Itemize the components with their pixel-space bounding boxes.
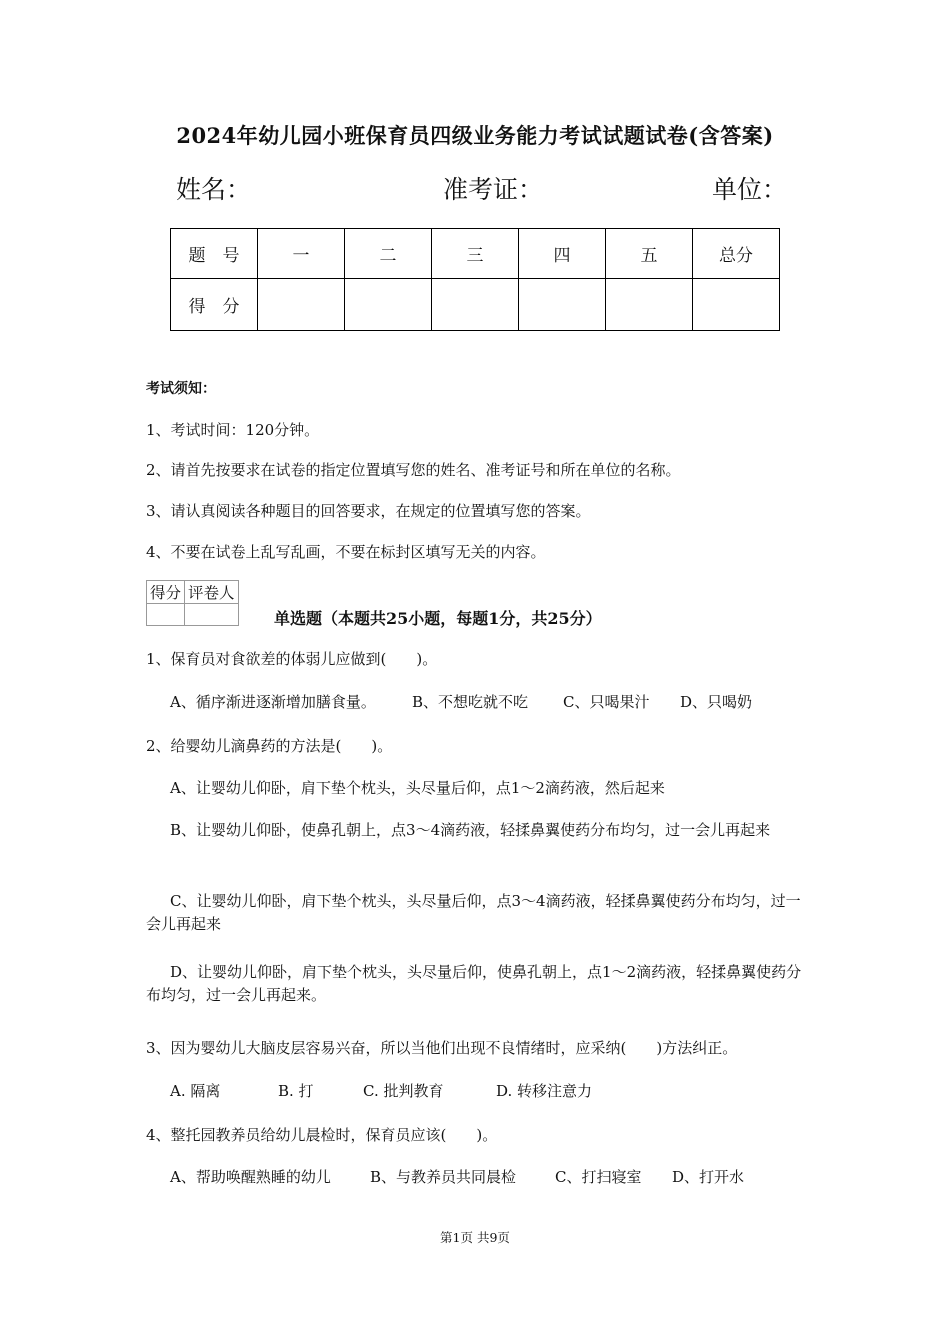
question-stem: 1、保育员对食欲差的体弱儿应做到( )。 — [146, 650, 438, 668]
question-option: D、只喝奶 — [680, 693, 753, 711]
grader-reviewer-cell[interactable] — [185, 604, 239, 626]
score-cell-3[interactable] — [432, 279, 519, 331]
question-option: B. 打 — [278, 1082, 314, 1100]
score-table — [170, 228, 780, 331]
question-option: D、打开水 — [672, 1168, 745, 1186]
notice-item: 1、考试时间：120分钟。 — [146, 421, 320, 439]
question-option: C、让婴幼儿仰卧，肩下垫个枕头，头尽量后仰，点3～4滴药液，轻揉鼻翼使药分布均匀，过一会儿再起来 — [146, 892, 801, 933]
score-cell-5[interactable] — [606, 279, 693, 331]
question-option: A、让婴幼儿仰卧，肩下垫个枕头，头尽量后仰，点1～2滴药液，然后起来 — [170, 779, 665, 797]
question-option: B、与教养员共同晨检 — [370, 1168, 517, 1186]
question-option: B、让婴幼儿仰卧，使鼻孔朝上，点3～4滴药液，轻揉鼻翼使药分布均匀，过一会儿再起来 — [170, 821, 771, 839]
grader-score-cell[interactable] — [147, 604, 185, 626]
grader-score-label: 得分 — [147, 581, 185, 604]
page-footer: 第1页 共9页 — [440, 1230, 510, 1245]
question-option: A、帮助唤醒熟睡的幼儿 — [170, 1168, 331, 1186]
score-header-total: 总分 — [693, 229, 780, 279]
score-header-2: 二 — [345, 229, 432, 279]
score-header-label: 题 号 — [171, 229, 258, 279]
question-stem: 3、因为婴幼儿大脑皮层容易兴奋，所以当他们出现不良情绪时，应采纳( )方法纠正。 — [146, 1039, 738, 1057]
notice-item: 2、请首先按要求在试卷的指定位置填写您的姓名、准考证号和所在单位的名称。 — [146, 461, 681, 479]
name-field-label: 姓名： — [176, 175, 252, 204]
grader-reviewer-label: 评卷人 — [185, 581, 239, 604]
section-title: 单选题（本题共25小题，每题1分，共25分） — [274, 609, 602, 628]
score-row-label: 得 分 — [171, 279, 258, 331]
score-cell-total[interactable] — [693, 279, 780, 331]
score-table-score-row — [171, 279, 780, 331]
score-cell-1[interactable] — [258, 279, 345, 331]
score-cell-2[interactable] — [345, 279, 432, 331]
notice-heading: 考试须知： — [146, 381, 216, 397]
question-option: C、只喝果汁 — [563, 693, 650, 711]
question-option: D、让婴幼儿仰卧，肩下垫个枕头，头尽量后仰，使鼻孔朝上，点1～2滴药液，轻揉鼻翼使药分布均匀，过一会儿再起来。 — [146, 963, 802, 1004]
question-stem: 2、给婴幼儿滴鼻药的方法是( )。 — [146, 737, 393, 755]
score-cell-4[interactable] — [519, 279, 606, 331]
score-table-header-row — [171, 229, 780, 279]
notice-item: 4、不要在试卷上乱写乱画，不要在标封区填写无关的内容。 — [146, 543, 546, 561]
unit-field-label: 单位： — [712, 175, 788, 204]
question-stem: 4、整托园教养员给幼儿晨检时，保育员应该( )。 — [146, 1126, 498, 1144]
score-header-4: 四 — [519, 229, 606, 279]
grader-box — [146, 580, 239, 626]
score-header-5: 五 — [606, 229, 693, 279]
question-option: C. 批判教育 — [363, 1082, 444, 1100]
question-option: A、循序渐进逐渐增加膳食量。 — [170, 693, 376, 711]
score-header-3: 三 — [432, 229, 519, 279]
question-option: B、不想吃就不吃 — [412, 693, 529, 711]
exam-id-field-label: 准考证： — [443, 175, 544, 204]
score-header-1: 一 — [258, 229, 345, 279]
question-option: D. 转移注意力 — [496, 1082, 593, 1100]
question-option: C、打扫寝室 — [555, 1168, 642, 1186]
question-option: A. 隔离 — [170, 1082, 221, 1100]
document-title: 2024年幼儿园小班保育员四级业务能力考试试题试卷(含答案) — [176, 123, 774, 148]
notice-item: 3、请认真阅读各种题目的回答要求，在规定的位置填写您的答案。 — [146, 502, 591, 520]
